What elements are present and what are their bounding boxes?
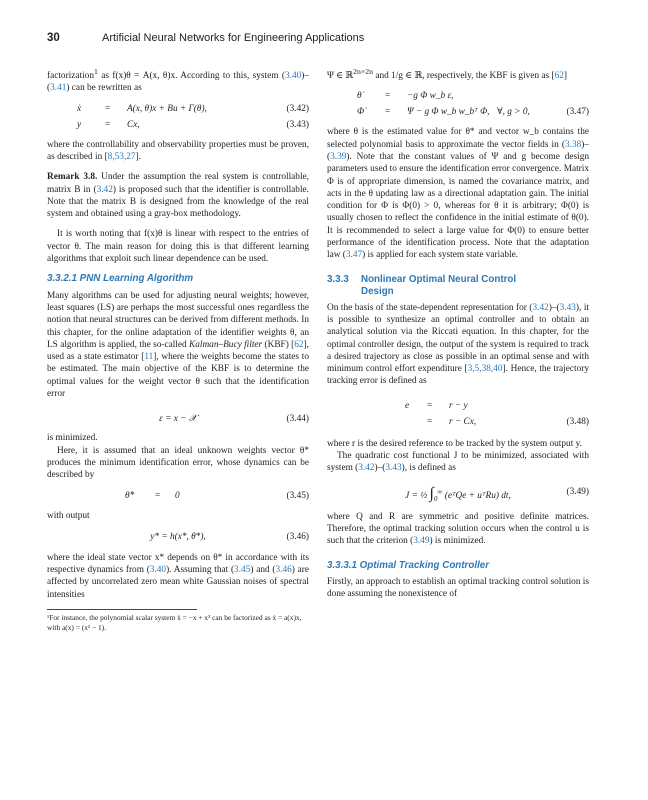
footnote: ¹For instance, the polynomial scalar system ẋ = −x + x³ can be factorized as ẋ = a(x)x, with a(x) = (x² − 1).: [47, 613, 302, 632]
eq-ref-link[interactable]: 3.42: [96, 184, 113, 195]
eq-ref-link[interactable]: 3.47: [345, 250, 363, 261]
equation-3-46: y* = h(x*, θ*), (3.46): [150, 531, 309, 542]
equation-3-44: ε = x − 𝒳 (3.44): [159, 414, 309, 425]
equation-3-47b: Φ̇ = Ψ − g Φ w_b w_bᵀ Φ, ∀, g > 0, (3.47): [357, 107, 589, 118]
eq-ref-link[interactable]: 3.42: [532, 302, 549, 313]
equation-3-49: J = ½ $\int_0^\infty$ (eᵀQe + uᵀRu) dt, (3.49): [405, 484, 589, 503]
section-heading-3-3-3-1: 3.3.3.1 Optimal Tracking Controller: [327, 559, 490, 571]
paragraph: where Q and R are symmetric and positive definite matrices. Therefore, the optimal tracking solution occurs when the control u is such that the criterion (3.49) is minimized.: [327, 511, 589, 547]
integral-sign: ∫: [429, 484, 434, 502]
running-title: Artificial Neural Networks for Engineering Applications: [102, 32, 365, 44]
citation-link[interactable]: 62: [554, 71, 564, 82]
paragraph: where θ is the estimated value for θ* and vector w_b contains the selected polynomial basis to approximate the vector fields in (3.38)–(3.39). Note that the constant values of Ψ and g become design parameters used to ensure the identification error convergence. Matrix Φ is of appropriate dimension, is named the covariance matrix, and acts in the θ updating law as a directional adaptation gain. The initial condition for Φ is Φ(0) > 0, whereas for θ it is arbitrary; Φ(0) is usually chosen to reflect the confidence in the initial estimate of θ(0). It is recommended to select a large value for Φ(0) to ensure better performance of the identification process. Note that the adaptation law (3.47) is applied for each system state variable.: [327, 127, 589, 261]
equation-3-48b: = r − Cx, (3.48): [427, 416, 589, 427]
equation-3-47a: θ̇ = −g Φ w_b ε,: [357, 91, 454, 102]
right-column: [327, 66, 589, 600]
paragraph: with output: [47, 510, 90, 521]
equation-3-43: y = Cx, (3.43): [77, 119, 309, 130]
eq-ref-link[interactable]: 3.39: [330, 151, 347, 162]
paragraph: where r is the desired reference to be tracked by the system output y.: [327, 438, 582, 449]
running-header: [47, 30, 607, 50]
eq-ref-link[interactable]: 3.46: [275, 565, 292, 576]
equation-3-42: ẋ = A(x, θ)x + Bu + Γ(θ), (3.42): [77, 103, 309, 114]
eq-ref-link[interactable]: 3.42: [358, 463, 375, 474]
left-column: [47, 66, 309, 633]
paragraph: The quadratic cost functional J to be minimized, associated with system (3.42)–(3.43), is defined as: [327, 451, 589, 474]
eq-ref-link[interactable]: 3.43: [385, 463, 402, 474]
section-heading-3-3-3: 3.3.3 Nonlinear Optimal Neural Control Design: [327, 273, 517, 297]
paragraph: is minimized.: [47, 433, 98, 444]
eq-ref-link[interactable]: 3.45: [234, 565, 251, 576]
citation-link[interactable]: 62: [294, 339, 304, 350]
citation-link[interactable]: 8,53,27: [107, 151, 136, 162]
citation-link[interactable]: 3,5,38,40: [467, 364, 503, 375]
paragraph: Firstly, an approach to establish an optimal tracking control solution is done assuming the nonexistence of: [327, 576, 589, 600]
footnote-rule: [47, 609, 197, 610]
eq-ref-link[interactable]: 3.40: [149, 565, 167, 576]
equation-3-48a: e = r − y: [405, 400, 468, 411]
eq-ref-link[interactable]: 3.43: [559, 302, 576, 313]
paragraph: where the ideal state vector x* depends on θ* in accordance with its respective dynamics from (3.40). Assuming that (3.45) and (3.46) are affected by uncorrelated zero mean white Gaussian noises of spectral intensities: [47, 552, 309, 600]
paragraph: It is worth noting that f(x)θ is linear with respect to the entries of vector θ. The main reason for doing this is that different learning algorithms that exploit such linear dependence can be used.: [47, 229, 309, 265]
eq-ref-link[interactable]: 3.38: [564, 139, 582, 150]
eq-ref-link[interactable]: 3.41: [50, 83, 67, 94]
eq-ref-link[interactable]: 3.40: [284, 71, 302, 82]
paragraph: Many algorithms can be used for adjusting neural weights; however, least squares (LS) are perhaps the most successful ones regardless the notion that neural structures can be derived from different methods. In this chapter, for the online adaptation of the identifier weights θ, an LS algorithm is applied, the so-called Kalman–Bucy filter (KBF) [62], used as a state estimator [11], where the weights become the states to be estimated. The main objective of the KBF is to determine the optimal values for the weight vector θ such that the identification error: [47, 290, 309, 400]
citation-link[interactable]: 11: [144, 352, 154, 363]
paragraph: Ψ ∈ ℝ$^{2n\times 2n}$ and 1/g ∈ ℝ, respectively, the KBF is given as [62]: [327, 67, 567, 82]
paragraph: where the controllability and observability properties must be proven, as described in [8,53,27].: [47, 139, 309, 162]
paragraph: factorization$^1$ as f(x)θ = A(x, θ)x. According to this, system (3.40)–(3.41) can be rewritten as: [47, 67, 309, 94]
equation-3-45: θ̇* = 0 (3.45): [125, 490, 309, 501]
remark-3-8: Remark 3.8. Under the assumption the real system is controllable, matrix B in (3.42) is proposed such that the identifier is controllable. Note that the matrix B is designed from the knowledge of the real system and obtained using a gray-box methodology.: [47, 172, 309, 220]
paragraph: On the basis of the state-dependent representation for (3.42)–(3.43), it is possible to synthesize an optimal controller and to obtain an analytical solution via the Riccati equation. In this chapter, for the optimal controller design, the output of the system is required to track a desired trajectory as close as possible in an optimal sense and with minimum control effort expenditure [3,5,38,40]. Hence, the trajectory tracking error is defined as: [327, 302, 589, 387]
paragraph: Here, it is assumed that an ideal unknown weights vector θ* produces the minimum identification error, whose dynamics can be described by: [47, 445, 309, 481]
eq-ref-link[interactable]: 3.49: [413, 536, 430, 547]
section-heading-3-3-2-1: 3.3.2.1 PNN Learning Algorithm: [47, 273, 194, 285]
footnote-mark[interactable]: 1: [93, 67, 98, 76]
page-number: 30: [47, 32, 60, 44]
